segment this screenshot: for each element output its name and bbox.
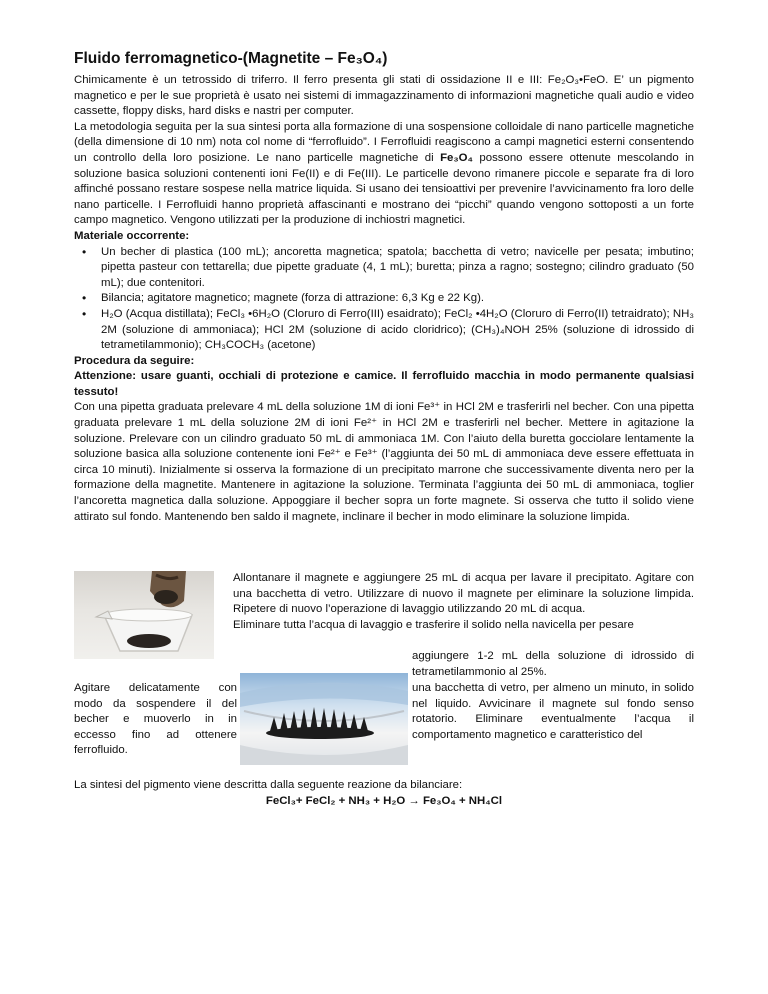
synthesis-block	[74, 778, 694, 809]
ferrofluid-spikes-photo	[240, 673, 408, 765]
page-title: Fluido ferromagnetico-(Magnetite – Fe₃O₄)	[74, 50, 388, 67]
safety-warning: Attenzione: usare guanti, occhiali di protezione e camice. Il ferrofluido macchia in modo permanente qualsiasi tessuto!	[74, 370, 694, 398]
right-column-text: una bacchetta di vetro, per almeno un minuto, in solido nel liquido. Avvicinare il magnete sul fondo senso rotatorio. Eliminare eventualmente l’acqua il comportamento magnetico e caratteristico del	[412, 682, 694, 741]
beaker-magnet-photo	[74, 571, 214, 659]
materials-list	[74, 245, 694, 354]
reaction-equation: FeCl₃+ FeCl₂ + NH₃ + H₂O → Fe₃O₄ + NH₄Cl	[265, 794, 503, 807]
drain-text: Eliminare tutta l’acqua di lavaggio e trasferire il solido nella navicella per pesare	[233, 618, 634, 631]
synthesis-text: La sintesi del pigmento viene descritta dalla seguente reazione da bilanciare:	[74, 779, 463, 791]
right-column	[412, 681, 694, 743]
procedure-heading: Procedura da seguire:	[74, 354, 195, 367]
wash-text: Allontanare il magnete e aggiungere 25 mL di acqua per lavare il precipitato. Agitare con una bacchetta di vetro. Utilizzare di nuovo il magnete per eliminare la soluzione limpida. Ripetere di nuovo l’operazione di lavaggio utilizzando 20 mL di acqua.	[233, 572, 694, 616]
materials-heading: Materiale occorrente:	[74, 229, 190, 242]
list-item: • H₂O (Acqua distillata); FeCl₃ •6H₂O (Cloruro di Ferro(III) esaidrato); FeCl₂ •4H₂O (Cloruro di Ferro(II) tetraidrato); NH₃ 2M (soluzione di ammoniaca); HCl 2M (soluzione di acido cloridrico); (CH₃)₄NOH 25% (soluzione di idrossido di tetrametilammonio); CH₃COCH₃ (acetone)	[101, 307, 694, 354]
intro-paragraph-2: La metodologia seguita per la sua sintesi porta alla formazione di una sospensione colloidale di nano particelle magnetiche (della dimensione di 10 nm) nota col nome di “ferrofluido”. I Ferrofluidi reagiscono a campi magnetici esterni consentendo un controllo della loro posizione. Le nano particelle magnetiche di Fe₃O₄ possono essere ottenute mescolando in soluzione basica soluzioni contenenti ioni Fe(II) e di Fe(III). Le particelle devono rimanere piccole e separate fra di loro affinché possano restare sospese nella matrice liquida. Si usano dei tensioattivi per prevenire l’avvicinamento fra loro delle nano particelle. I Ferrofluidi hanno proprietà affascinanti e mostrano dei “picchi” quando vengono sottoposti a un forte campo magnetico. Vengono utilizzati per la produzione di inchiostri magnetici.	[74, 120, 694, 227]
intro-paragraph-1: Chimicamente è un tetrossido di triferro. Il ferro presenta gli stati di ossidazione II e III: Fe₂O₃•FeO. E’ un pigmento magnetico e per le sue proprietà è usato nei sistemi di immagazzinamento di informazioni magnetiche quali audio e video cassette, floppy disks, hard disks e nastri per computer.	[74, 74, 694, 118]
list-item: • Bilancia; agitatore magnetico; magnete (forza di attrazione: 6,3 Kg e 22 Kg).	[101, 291, 694, 307]
list-item: • Un becher di plastica (100 mL); ancoretta magnetica; spatola; bacchetta di vetro; navicelle per pesata; imbutino; pipetta pasteur con tettarella; due pipette graduate (4, 1 mL); buretta; pinza a ragno; sostegno; cilindro graduato (50 mL); due contenitori.	[101, 245, 694, 292]
wrap-block-1	[233, 571, 694, 633]
magnetite-formula: Fe₃O₄	[440, 151, 473, 164]
left-column-text: Agitare delicatamente con modo da sospendere il del becher e muoverlo in in eccesso fino ad ottenere ferrofluido.	[74, 682, 237, 757]
document-body	[74, 50, 694, 525]
procedure-text: Con una pipetta graduata prelevare 4 mL della soluzione 1M di ioni Fe³⁺ in HCl 2M e trasferirli nel becher. Con una pipetta graduata prelevare 1 mL della soluzione 2M di ioni Fe²⁺ in HCl 2M e trasferirli nel becher. Mettere in agitazione la soluzione. Prelevare con un cilindro graduato 50 mL di ammoniaca 1M. Con l’aiuto della buretta gocciolare lentamente la soluzione basica alla soluzione contenente ioni Fe²⁺ e Fe³⁺ (l’aggiunta dei 50 mL di ammoniaca deve essere effettuata in circa 10 minuti). Inizialmente si osserva la formazione di un precipitato marrone che successivamente diventa nero per la formazione della magnetite. Mantenere in agitazione la soluzione. Terminata l’aggiunta dei 50 mL di ammoniaca, toglier l’ancoretta magnetica dalla soluzione. Appoggiare il becher sopra un forte magnete. Si osserva che tutto il solido viene attirato sul fondo. Mantenendo ben saldo il magnete, inclinare il becher in modo eliminare la soluzione limpida.	[74, 401, 694, 523]
wrap-block-2	[412, 649, 694, 680]
tmah-text: aggiungere 1-2 mL della soluzione di idrossido di tetrametilammonio al 25%.	[412, 650, 694, 678]
left-column	[74, 681, 237, 759]
